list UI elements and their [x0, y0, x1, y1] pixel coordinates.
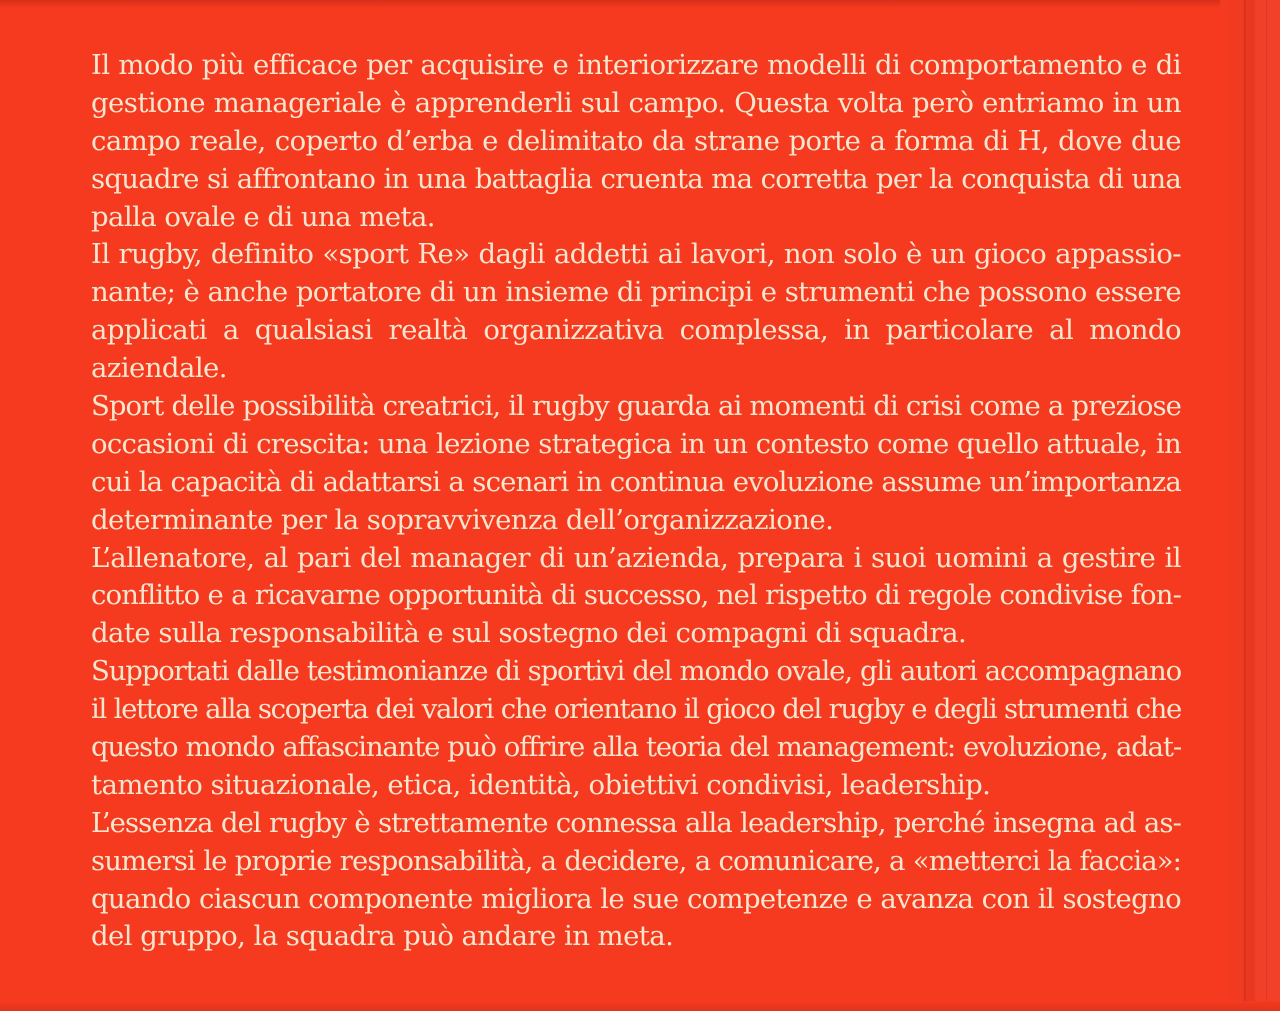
blurb-paragraph-6 [91, 805, 1181, 957]
text-line: questo mondo affascinante può offrire alla teoria del management: evoluzione, adat- [91, 731, 1181, 764]
text-line: sumersi le proprie responsabilità, a decidere, a comunicare, a «metterci la faccia»: [91, 844, 1181, 877]
spine-fold-line-secondary [1266, 0, 1267, 1011]
text-line: L’essenza del rugby è strettamente connessa alla leadership, perché insegna ad as- [91, 806, 1181, 839]
blurb-paragraph-4 [91, 540, 1181, 654]
text-line: quando ciascun componente migliora le sue competenze e avanza con il sostegno [91, 882, 1181, 915]
blurb-paragraph-1 [91, 47, 1181, 236]
text-line: Sport delle possibilità creatrici, il rugby guarda ai momenti di crisi come a preziose [91, 390, 1181, 423]
text-line: occasioni di crescita: una lezione strategica in un contesto come quello attuale, in [91, 427, 1181, 460]
cover-spine-edge [1220, 0, 1280, 1011]
text-line: cui la capacità di adattarsi a scenari in continua evoluzione assume un’importanza [91, 465, 1181, 498]
text-line: applicati a qualsiasi realtà organizzativa complessa, in particolare al mondo [91, 314, 1181, 347]
text-line: Il modo più efficace per acquisire e interiorizzare modelli di comportamento e di [91, 49, 1181, 81]
back-cover-blurb [91, 47, 1181, 956]
text-line: del gruppo, la squadra può andare in meta. [91, 920, 674, 953]
text-line: tamento situazionale, etica, identità, obiettivi condivisi, leadership. [91, 768, 991, 801]
text-line: aziendale. [91, 352, 227, 385]
text-line: date sulla responsabilità e sul sostegno dei compagni di squadra. [91, 617, 967, 650]
text-line: il lettore alla scoperta dei valori che orientano il gioco del rugby e degli strumenti che [91, 693, 1181, 726]
blurb-paragraph-5 [91, 653, 1181, 805]
text-line: Supportati dalle testimonianze di sportivi del mondo ovale, gli autori accompagnano [91, 655, 1181, 688]
text-line: Il rugby, definito «sport Re» dagli addetti ai lavori, non solo è un gioco appassio- [91, 238, 1181, 271]
blurb-paragraph-3 [91, 388, 1181, 540]
text-line: determinante per la sopravvivenza dell’organizzazione. [91, 503, 834, 536]
text-line: campo reale, coperto d’erba e delimitato da strane porte a forma di H, dove due [91, 124, 1181, 157]
text-line: squadre si affrontano in una battaglia cruenta ma corretta per la conquista di una [91, 162, 1181, 195]
cover-top-edge [0, 0, 1280, 8]
text-line: conflitto e a ricavarne opportunità di successo, nel rispetto di regole condivise fon- [91, 579, 1181, 612]
text-line: palla ovale e di una meta. [91, 200, 435, 233]
cover-bottom-edge [0, 1001, 1280, 1011]
text-line: nante; è anche portatore di un insieme di principi e strumenti che possono essere [91, 276, 1181, 309]
text-line: L’allenatore, al pari del manager di un’azienda, prepara i suoi uomini a gestire il [91, 541, 1181, 574]
text-line: gestione manageriale è apprenderli sul campo. Questa volta però entriamo in un [91, 86, 1181, 119]
blurb-paragraph-2 [91, 236, 1181, 388]
spine-fold-line [1244, 0, 1246, 1011]
